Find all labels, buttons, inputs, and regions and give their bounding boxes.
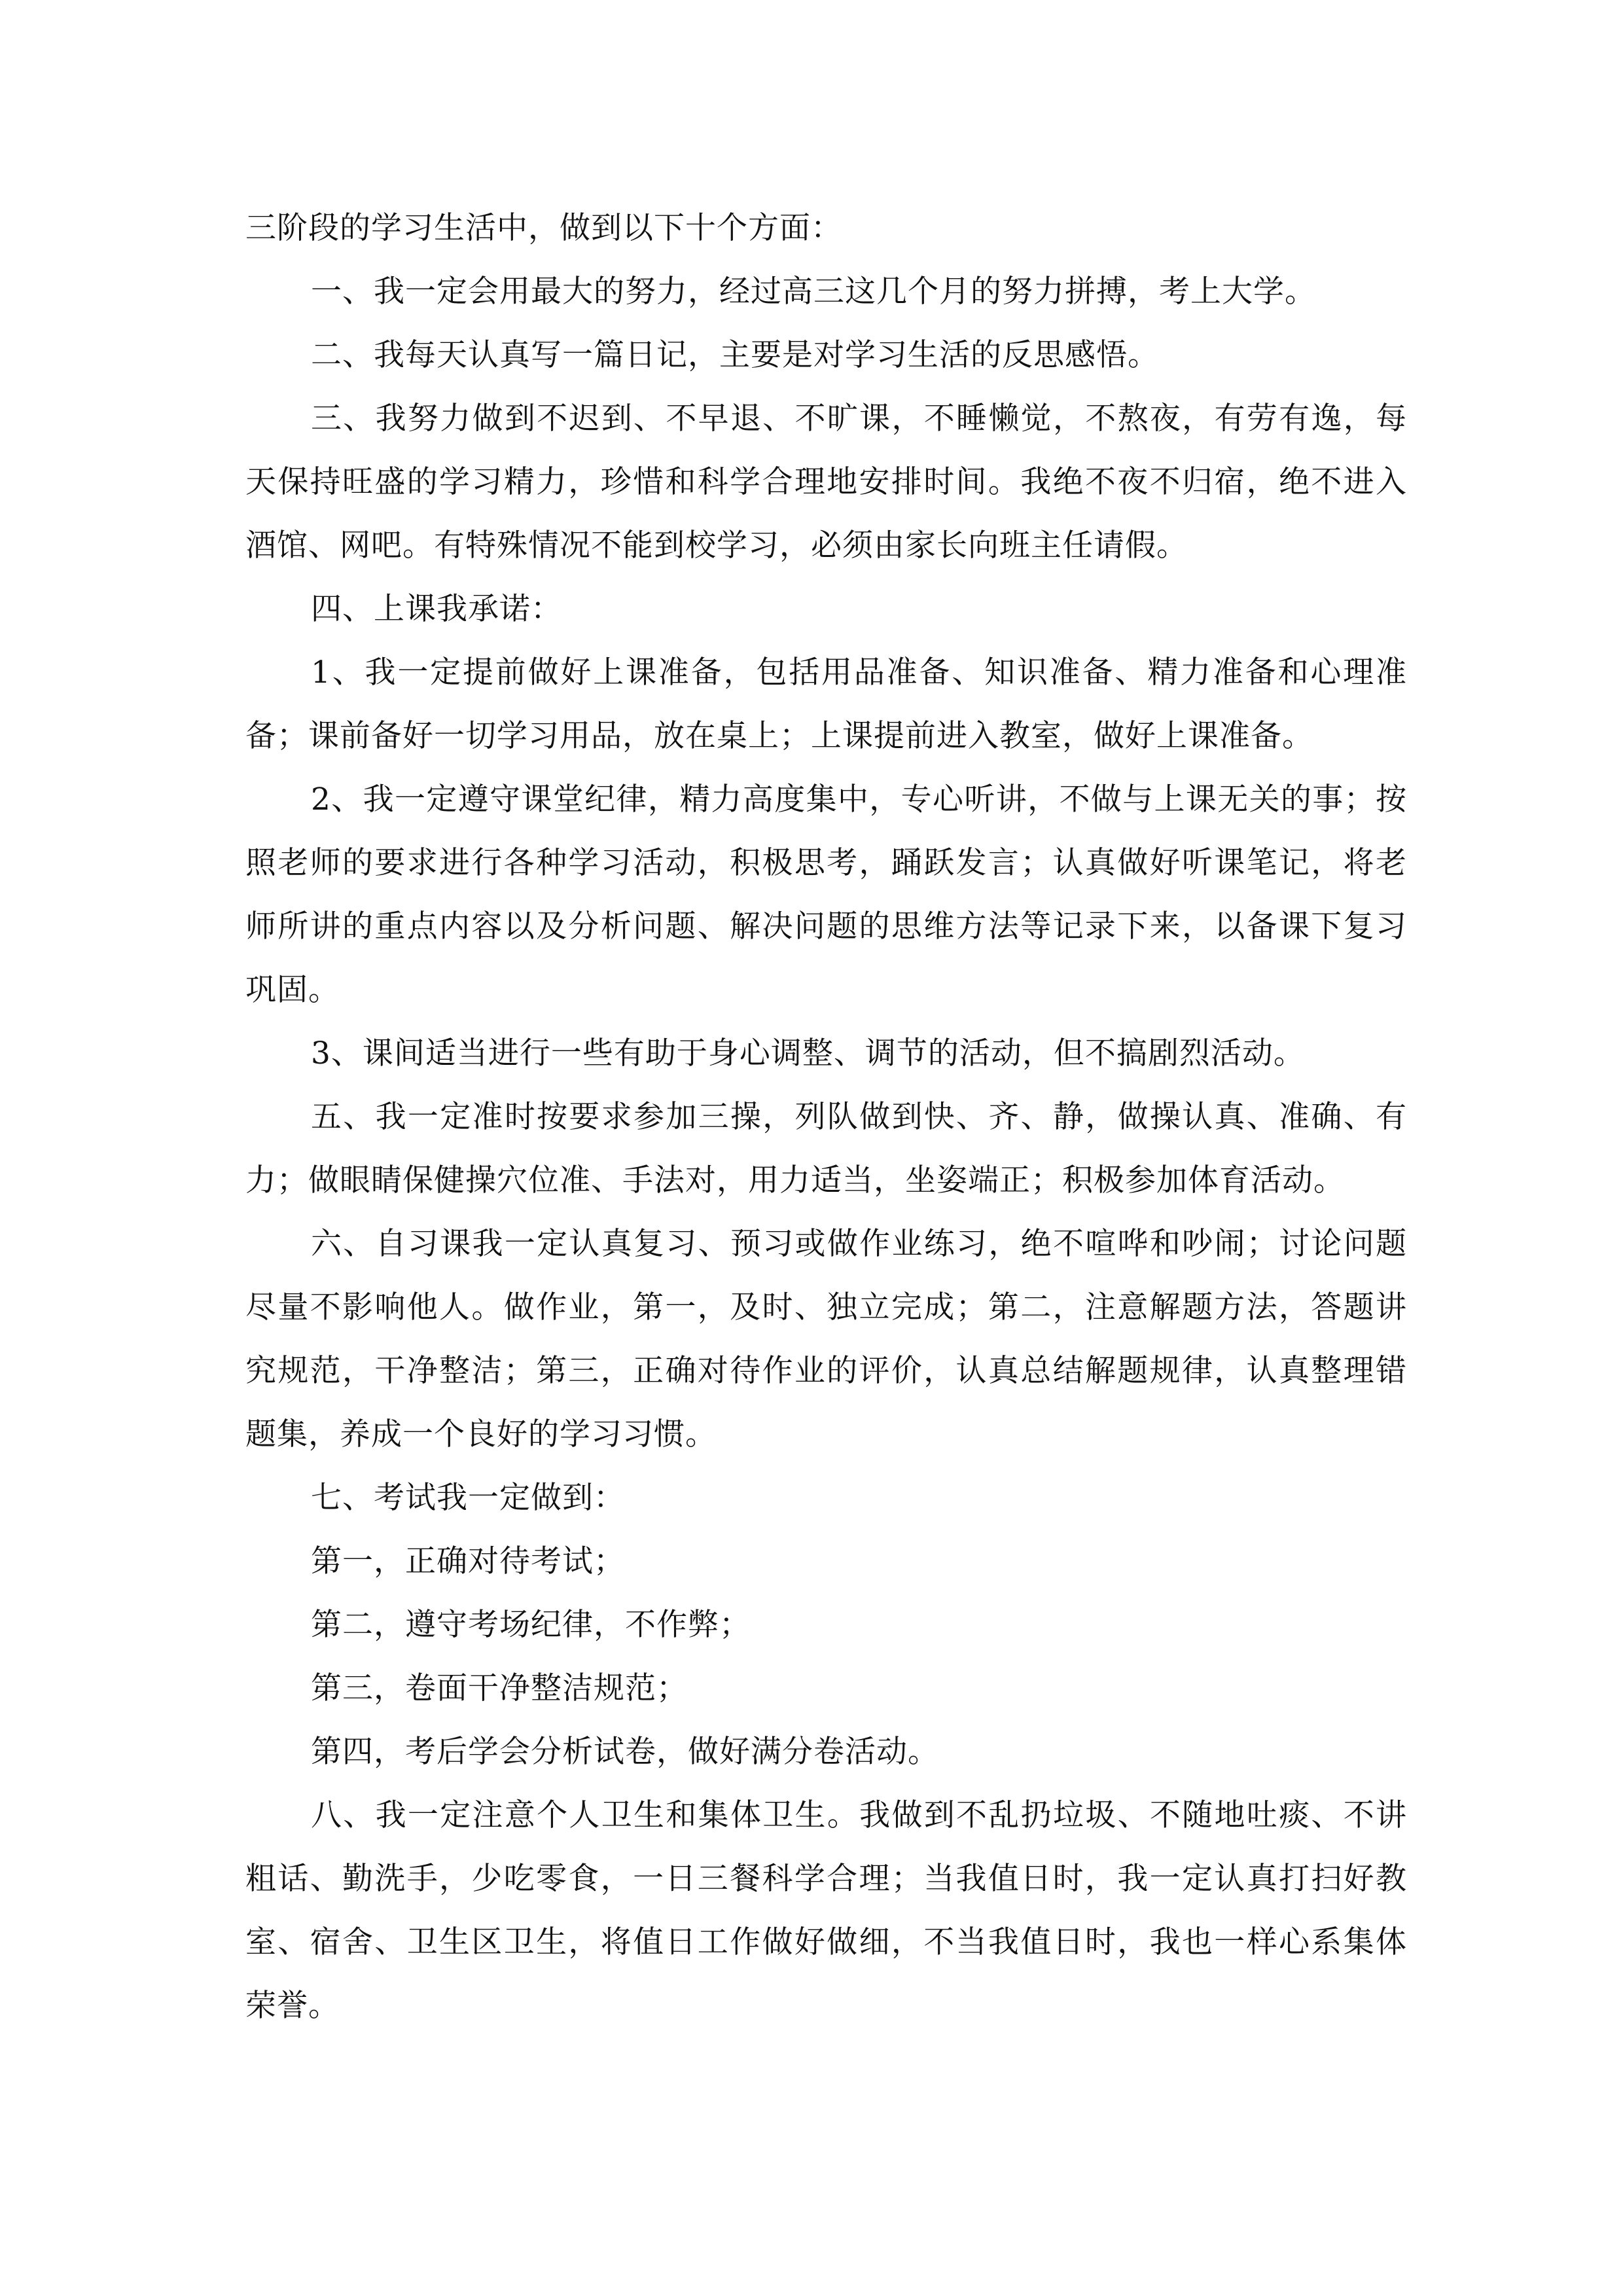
paragraph-item-7: 七、考试我一定做到： [311,1480,625,1516]
paragraph-item-7-1: 第一，正确对待考试； [311,1543,625,1579]
paragraph-item-8: 八、我一定注意个人卫生和集体卫生。我做到不乱扔垃圾、不随地吐痰、不讲粗话、勤洗手，少吃零食，一日三餐科学合理；当我值日时，我一定认真打扫好教室、宿舍、卫生区卫生，将值日工作做好做细，不当我值日时，我也一样心系集体荣誉。 [245,1797,1407,2024]
paragraph-item-7-3: 第三，卷面干净整洁规范； [311,1670,688,1706]
paragraph-item-5: 五、我一定准时按要求参加三操，列队做到快、齐、静，做操认真、准确、有力；做眼睛保健操穴位准、手法对，用力适当，坐姿端正；积极参加体育活动。 [245,1099,1407,1198]
document-body [245,196,1407,2037]
paragraph-item-3: 三、我努力做到不迟到、不早退、不旷课，不睡懒觉，不熬夜，有劳有逸，每天保持旺盛的学习精力，珍惜和科学合理地安排时间。我绝不夜不归宿，绝不进入酒馆、网吧。有特殊情况不能到校学习，必须由家长向班主任请假。 [245,401,1407,564]
paragraph-intro: 三阶段的学习生活中，做到以下十个方面： [245,210,842,246]
paragraph-item-4-3: 3、课间适当进行一些有助于身心调整、调节的活动，但不搞剧烈活动。 [311,1035,1305,1071]
paragraph-item-6: 六、自习课我一定认真复习、预习或做作业练习，绝不喧哗和吵闹；讨论问题尽量不影响他人。做作业，第一，及时、独立完成；第二，注意解题方法，答题讲究规范，干净整洁；第三，正确对待作业的评价，认真总结解题规律，认真整理错题集，养成一个良好的学习习惯。 [245,1226,1407,1452]
paragraph-item-4: 四、上课我承诺： [311,591,562,627]
paragraph-item-2: 二、我每天认真写一篇日记，主要是对学习生活的反思感悟。 [311,337,1159,373]
paragraph-item-4-2: 2、我一定遵守课堂纪律，精力高度集中，专心听讲，不做与上课无关的事；按照老师的要求进行各种学习活动，积极思考，踊跃发言；认真做好听课笔记，将老师所讲的重点内容以及分析问题、解决问题的思维方法等记录下来，以备课下复习巩固。 [245,781,1407,1008]
paragraph-item-1: 一、我一定会用最大的努力，经过高三这几个月的努力拼搏，考上大学。 [311,274,1316,310]
paragraph-item-7-4: 第四，考后学会分析试卷，做好满分卷活动。 [311,1734,939,1770]
paragraph-item-7-2: 第二，遵守考场纪律，不作弊； [311,1607,751,1643]
paragraph-item-4-1: 1、我一定提前做好上课准备，包括用品准备、知识准备、精力准备和心理准备；课前备好一切学习用品，放在桌上；上课提前进入教室，做好上课准备。 [245,655,1407,754]
